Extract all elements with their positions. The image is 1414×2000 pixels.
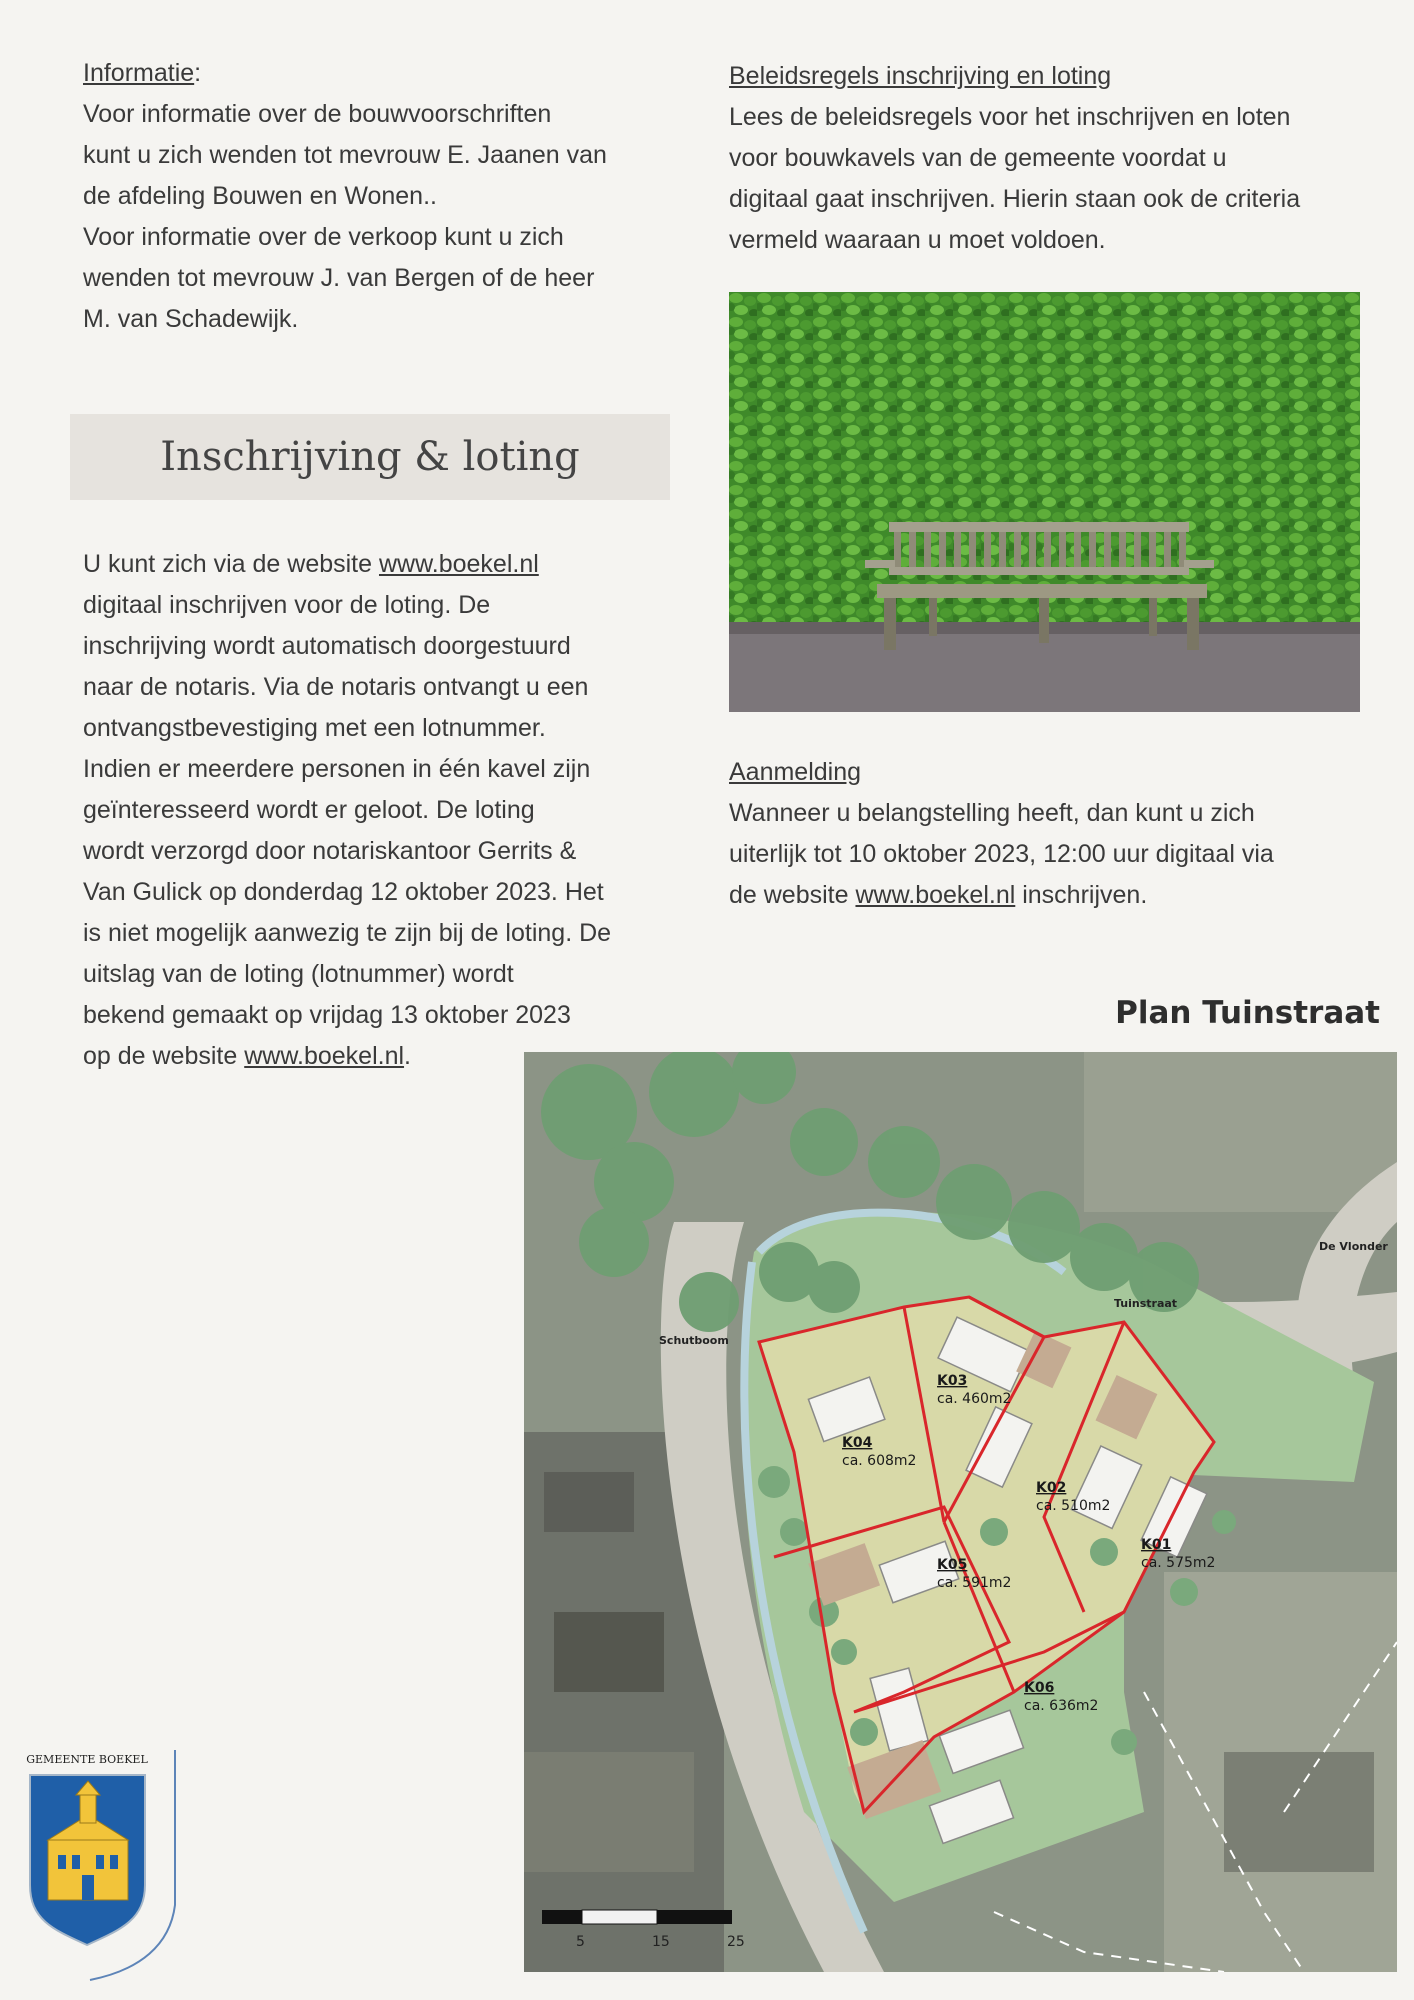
site-plan-map: [524, 1052, 1397, 1972]
beleid-line: Lees de beleidsregels voor het inschrijven en loten: [729, 103, 1291, 131]
lot-id: K02: [1036, 1480, 1067, 1496]
aanmelding-heading: Aanmelding: [729, 758, 862, 786]
inschrijving-line: geïnteresseerd wordt er geloot. De loting: [83, 796, 535, 824]
street-label: De Vlonder: [1319, 1240, 1388, 1253]
scale-label: 25: [727, 1934, 745, 1950]
scale-label: 15: [652, 1934, 670, 1950]
aanmelding-line: uiterlijk tot 10 oktober 2023, 12:00 uur digitaal via: [729, 840, 1274, 868]
inschrijving-line: digitaal inschrijven voor de loting. De: [83, 591, 491, 619]
info-heading: Informatie: [83, 59, 195, 87]
lot-area: ca. 460m2: [937, 1391, 1012, 1407]
logo-text: GEMEENTE BOEKEL: [26, 1753, 148, 1766]
info-line: kunt u zich wenden tot mevrouw E. Jaanen van: [83, 141, 607, 169]
lot-id: K03: [937, 1373, 968, 1389]
inschrijving-line: .: [404, 1042, 411, 1070]
lot-id: K05: [937, 1557, 968, 1573]
lot-id: K06: [1024, 1680, 1055, 1696]
inschrijving-line: bekend gemaakt op vrijdag 13 oktober 2023: [83, 1001, 571, 1029]
gemeente-boekel-logo: [20, 1745, 185, 1985]
aanmelding-line: Wanneer u belangstelling heeft, dan kunt u zich: [729, 799, 1255, 827]
scale-bar: [542, 1910, 582, 1924]
inschrijving-line: ontvangstbevestiging met een lotnummer.: [83, 714, 546, 742]
inschrijving-line: inschrijving wordt automatisch doorgestuurd: [83, 632, 571, 660]
section-title: Inschrijving & loting: [160, 434, 580, 480]
lot-area: ca. 608m2: [842, 1453, 917, 1469]
boekel-link[interactable]: www.boekel.nl: [378, 550, 539, 578]
inschrijving-line: Van Gulick op donderdag 12 oktober 2023. Het: [83, 878, 604, 906]
lot-area: ca. 575m2: [1141, 1555, 1216, 1571]
lot-area: ca. 510m2: [1036, 1498, 1111, 1514]
inschrijving-line: Indien er meerdere personen in één kavel zijn: [83, 755, 591, 783]
info-heading-suffix: :: [194, 59, 202, 87]
bench-hedge-photo: [729, 292, 1360, 712]
inschrijving-line: naar de notaris. Via de notaris ontvangt u een: [83, 673, 589, 701]
inschrijving-line: U kunt zich via de website: [83, 550, 379, 578]
aanmelding-block: [729, 752, 1389, 916]
beleid-line: voor bouwkavels van de gemeente voordat u: [729, 144, 1227, 172]
inschrijving-block: [83, 544, 683, 1077]
beleid-line: vermeld waaraan u moet voldoen.: [729, 226, 1106, 254]
aanmelding-line: inschrijven.: [1015, 881, 1148, 909]
info-block: [83, 53, 683, 340]
beleid-heading[interactable]: Beleidsregels inschrijving en loting: [729, 62, 1112, 90]
inschrijving-line: uitslag van de loting (lotnummer) wordt: [83, 960, 514, 988]
beleid-line: digitaal gaat inschrijven. Hierin staan ook de criteria: [729, 185, 1301, 213]
lot-area: ca. 636m2: [1024, 1698, 1099, 1714]
lot-area: ca. 591m2: [937, 1575, 1012, 1591]
boekel-link[interactable]: www.boekel.nl: [244, 1042, 405, 1070]
boekel-link[interactable]: www.boekel.nl: [855, 881, 1016, 909]
inschrijving-line: is niet mogelijk aanwezig te zijn bij de loting. De: [83, 919, 612, 947]
street-label: Schutboom: [659, 1334, 729, 1347]
info-line: Voor informatie over de verkoop kunt u zich: [83, 223, 564, 251]
aanmelding-line: de website: [729, 881, 856, 909]
info-line: Voor informatie over de bouwvoorschriften: [83, 100, 552, 128]
scale-label: 5: [576, 1934, 585, 1950]
section-title-band: [70, 414, 670, 500]
beleid-block: [729, 56, 1389, 261]
inschrijving-line: wordt verzorgd door notariskantoor Gerrits &: [83, 837, 577, 865]
info-line: wenden tot mevrouw J. van Bergen of de heer: [83, 264, 595, 292]
street-label: Tuinstraat: [1114, 1297, 1178, 1310]
inschrijving-line: op de website: [83, 1042, 245, 1070]
lot-id: K04: [842, 1435, 873, 1451]
info-line: M. van Schadewijk.: [83, 305, 299, 333]
plan-title: Plan Tuinstraat: [1115, 995, 1380, 1031]
lot-id: K01: [1141, 1537, 1172, 1553]
info-line: de afdeling Bouwen en Wonen..: [83, 182, 437, 210]
